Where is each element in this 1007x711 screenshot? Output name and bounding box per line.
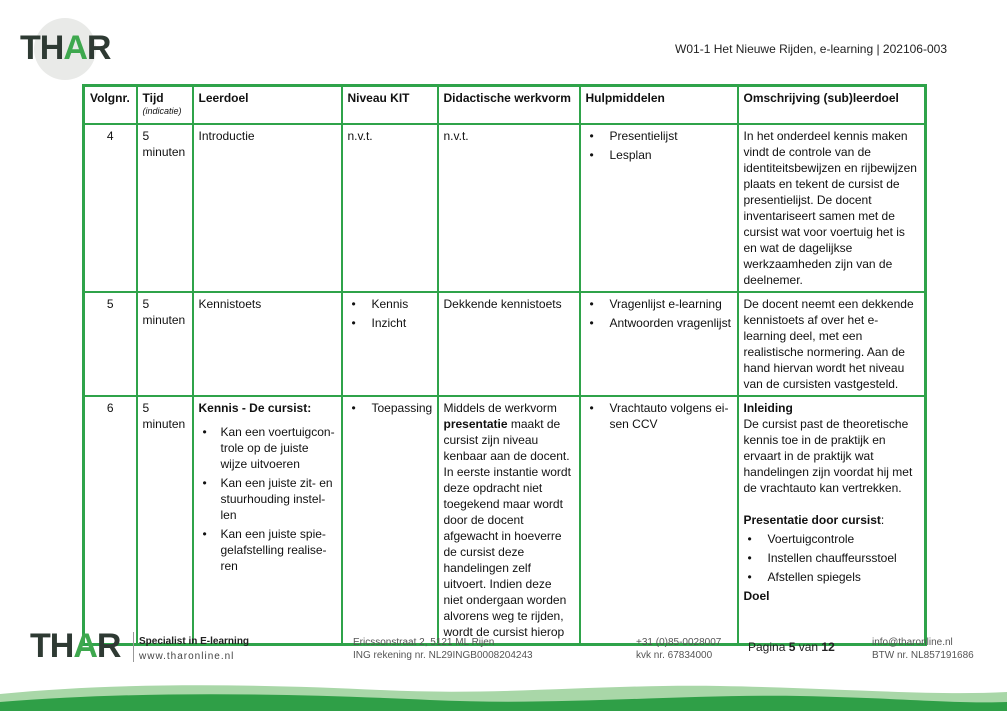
table-row	[84, 292, 926, 396]
list-item: • Afstellen spiegels	[744, 569, 920, 585]
list-item: • Kan een juiste spie-gelafstelling realise-ren	[199, 526, 336, 574]
table-row	[84, 124, 926, 292]
row-leerdoel	[193, 396, 342, 645]
footer-email: info@tharonline.nl	[872, 637, 953, 648]
col-tijd: Tijd (indicatie)	[137, 86, 193, 125]
row-hulpmiddelen	[580, 292, 738, 396]
row-nr: 4	[84, 124, 137, 292]
document-title: W01-1 Het Nieuwe Rijden, e-learning | 202106-003	[675, 42, 947, 56]
leerdoel-title: Kennis - De cursist:	[198, 401, 312, 415]
col-omschrijving: Omschrijving (sub)leerdoel	[738, 86, 926, 125]
row-werkvorm: Middels de werkvorm presentatie maakt de cursist zijn niveau kenbaar aan de docent. In eerste instantie wordt deze opdracht niet toegekend maar wordt door de docent afgewacht in hoeverre de cursist deze handelingen zelf uitvoert. Indien deze niet ondergaan worden alvorens weg te rijden, wordt de cursist hierop	[438, 396, 580, 645]
footer-hills-decoration	[0, 680, 1007, 711]
list-item: • Inzicht	[348, 315, 432, 331]
row-werkvorm: Dekkende kennistoets	[438, 292, 580, 396]
row-niveau	[342, 396, 438, 645]
list-item: • Kan een juiste zit- en stuurhouding instel-len	[199, 475, 336, 523]
list-item: • Vragenlijst e-learning	[586, 296, 732, 312]
inleiding-text: De cursist past de theoretische kennis toe in de praktijk en ervaart in de praktijk wat handelingen zijn voordat hij met de vrachtauto kan vertrekken.	[743, 417, 913, 495]
row-leerdoel: Introductie	[193, 124, 342, 292]
row-tijd: 5 minuten	[137, 292, 193, 396]
footer-email-block	[872, 636, 974, 662]
page-number: Pagina 5 van 12	[748, 640, 835, 654]
footer-iban: ING rekening nr. NL29INGB0008204243	[353, 650, 533, 661]
list-item: • Vrachtauto volgens ei-sen CCV	[586, 400, 732, 432]
doel-title: Doel	[743, 589, 770, 603]
table-header-row	[84, 86, 926, 125]
footer-btw: BTW nr. NL857191686	[872, 650, 974, 661]
footer-logo: THAR	[30, 627, 121, 665]
row-niveau: n.v.t.	[342, 124, 438, 292]
table-row	[84, 396, 926, 645]
list-item: • Instellen chauffeursstoel	[744, 550, 920, 566]
row-omschrijving: De docent neemt een dekkende kennistoets af over het e-learning deel, met een realistische normering. Aan de hand hiervan wordt het niveau van de cursisten vastgesteld.	[738, 292, 926, 396]
row-omschrijving: In het onderdeel kennis maken vindt de controle van de identiteitsbewijzen en rijbewijzen plaats en tekent de cursist de presentielijst. De docent inventariseert samen met de cursist wat voor voertuig het is en wat de dagelijkse werkzaamheden zijn van de deelnemer.	[738, 124, 926, 292]
row-werkvorm: n.v.t.	[438, 124, 580, 292]
col-niveau: Niveau KIT	[342, 86, 438, 125]
row-niveau	[342, 292, 438, 396]
footer-address: Ericssonstraat 2, 5121 ML Rijen	[353, 637, 495, 648]
list-item: • Presentielijst	[586, 128, 732, 144]
footer-tagline: Specialist in E-learning	[139, 636, 250, 647]
list-item: • Antwoorden vragenlijst	[586, 315, 732, 331]
footer-phone: +31 (0)85-0028007	[636, 637, 722, 648]
row-nr: 6	[84, 396, 137, 645]
row-omschrijving	[738, 396, 926, 645]
col-leerdoel: Leerdoel	[193, 86, 342, 125]
footer-contact-block	[636, 636, 721, 662]
list-item: • Kan een voertuigcon-trole op de juiste wijze uitvoeren	[199, 424, 336, 472]
row-tijd: 5 minuten	[137, 396, 193, 645]
header-logo	[14, 14, 114, 74]
row-tijd: 5 minuten	[137, 124, 193, 292]
col-hulpmiddelen: Hulpmiddelen	[580, 86, 738, 125]
list-item: • Toepassing	[348, 400, 432, 416]
footer-divider	[133, 632, 134, 662]
presentatie-title: Presentatie door cursist:	[743, 513, 885, 527]
col-werkvorm: Didactische werkvorm	[438, 86, 580, 125]
col-volgnr: Volgnr.	[84, 86, 137, 125]
list-item: • Lesplan	[586, 147, 732, 163]
footer-kvk: kvk nr. 67834000	[636, 650, 713, 661]
list-item: • Kennis	[348, 296, 432, 312]
row-hulpmiddelen	[580, 396, 738, 645]
footer-website: www.tharonline.nl	[139, 651, 235, 662]
row-nr: 5	[84, 292, 137, 396]
footer-address-block	[353, 636, 533, 662]
inleiding-title: Inleiding	[743, 401, 793, 415]
lesson-plan-table	[82, 84, 927, 646]
logo-text: THAR	[20, 29, 111, 67]
row-leerdoel: Kennistoets	[193, 292, 342, 396]
row-hulpmiddelen	[580, 124, 738, 292]
list-item: • Voertuigcontrole	[744, 531, 920, 547]
